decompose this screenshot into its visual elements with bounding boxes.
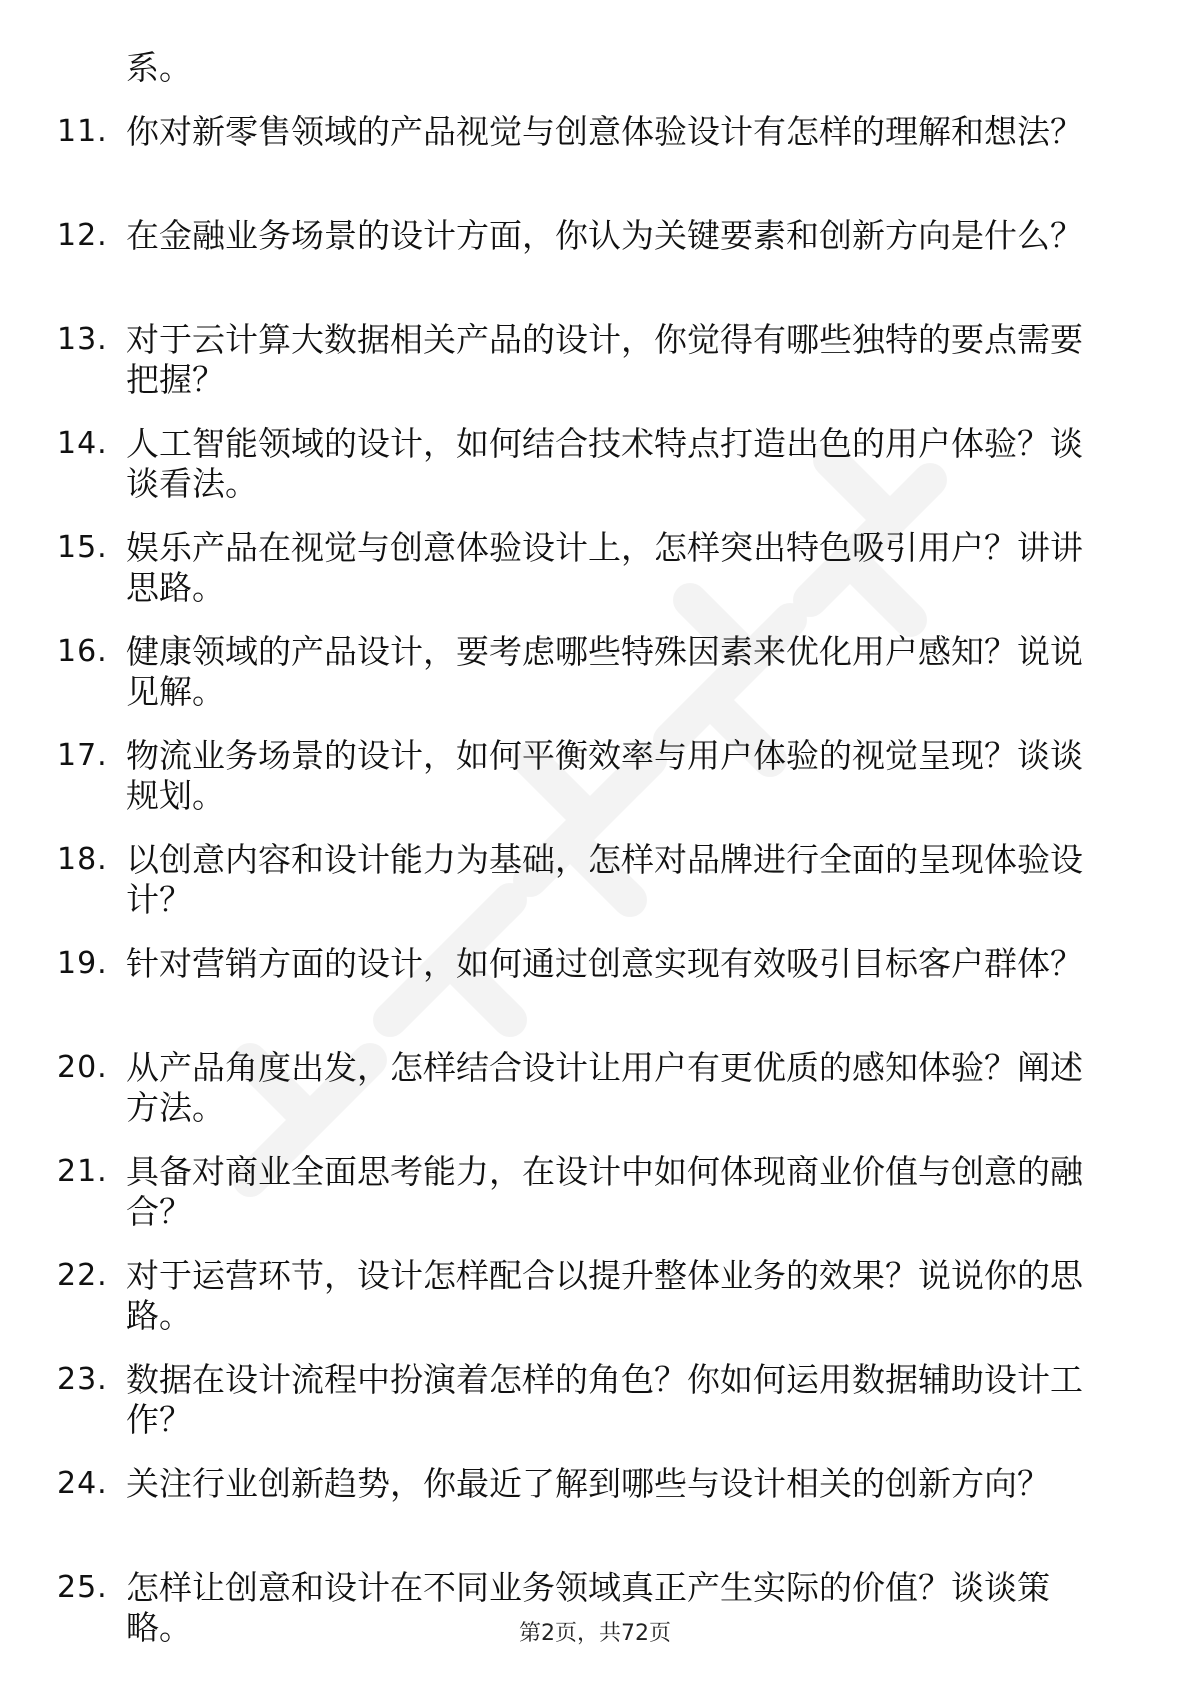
question-text: 对于运营环节，设计怎样配合以提升整体业务的效果？说说你的思路。 <box>126 1256 1083 1335</box>
list-item <box>0 112 1190 216</box>
question-text: 关注行业创新趋势，你最近了解到哪些与设计相关的创新方向？ <box>126 1464 1050 1503</box>
question-text: 健康领域的产品设计，要考虑哪些特殊因素来优化用户感知？说说见解。 <box>126 632 1083 711</box>
question-number: 18. <box>57 842 108 877</box>
question-number: 25. <box>57 1570 108 1605</box>
question-number: 16. <box>57 634 108 669</box>
question-number: 11. <box>57 114 108 149</box>
question-text: 你对新零售领域的产品视觉与创意体验设计有怎样的理解和想法？ <box>126 112 1083 151</box>
question-text: 对于云计算大数据相关产品的设计，你觉得有哪些独特的要点需要把握？ <box>126 320 1083 399</box>
question-text: 物流业务场景的设计，如何平衡效率与用户体验的视觉呈现？谈谈规划。 <box>126 736 1083 815</box>
list-item <box>0 632 1190 736</box>
question-text: 人工智能领域的设计，如何结合技术特点打造出色的用户体验？谈谈看法。 <box>126 424 1083 503</box>
question-text: 数据在设计流程中扮演着怎样的角色？你如何运用数据辅助设计工作？ <box>126 1360 1083 1439</box>
question-text: 从产品角度出发，怎样结合设计让用户有更优质的感知体验？阐述方法。 <box>126 1048 1083 1127</box>
list-item <box>0 1048 1190 1152</box>
list-item <box>0 320 1190 424</box>
list-item <box>0 1256 1190 1360</box>
question-number: 13. <box>57 322 108 357</box>
continuation-text: 系。 <box>126 48 192 87</box>
list-item <box>0 736 1190 840</box>
list-item <box>0 1360 1190 1464</box>
question-number: 17. <box>57 738 108 773</box>
page-footer: 第2页，共72页 <box>519 1621 671 1646</box>
list-item <box>0 528 1190 632</box>
question-text: 娱乐产品在视觉与创意体验设计上，怎样突出特色吸引用户？讲讲思路。 <box>126 528 1083 607</box>
question-number: 15. <box>57 530 108 565</box>
list-item <box>0 1464 1190 1568</box>
question-text: 针对营销方面的设计，如何通过创意实现有效吸引目标客户群体？ <box>126 944 1083 983</box>
question-number: 21. <box>57 1154 108 1189</box>
question-number: 12. <box>57 218 108 253</box>
question-number: 20. <box>57 1050 108 1085</box>
question-number: 23. <box>57 1362 108 1397</box>
question-text: 以创意内容和设计能力为基础，怎样对品牌进行全面的呈现体验设计？ <box>126 840 1083 919</box>
question-number: 22. <box>57 1258 108 1293</box>
list-item <box>0 424 1190 528</box>
question-text: 具备对商业全面思考能力，在设计中如何体现商业价值与创意的融合？ <box>126 1152 1083 1231</box>
list-item <box>0 840 1190 944</box>
question-number: 24. <box>57 1466 108 1501</box>
question-text: 怎样让创意和设计在不同业务领域真正产生实际的价值？谈谈策略。 <box>126 1568 1050 1647</box>
question-list <box>0 112 1190 1672</box>
question-number: 19. <box>57 946 108 981</box>
question-text: 在金融业务场景的设计方面，你认为关键要素和创新方向是什么？ <box>126 216 1083 255</box>
list-item <box>0 216 1190 320</box>
question-number: 14. <box>57 426 108 461</box>
list-item <box>0 944 1190 1048</box>
list-item <box>0 1152 1190 1256</box>
